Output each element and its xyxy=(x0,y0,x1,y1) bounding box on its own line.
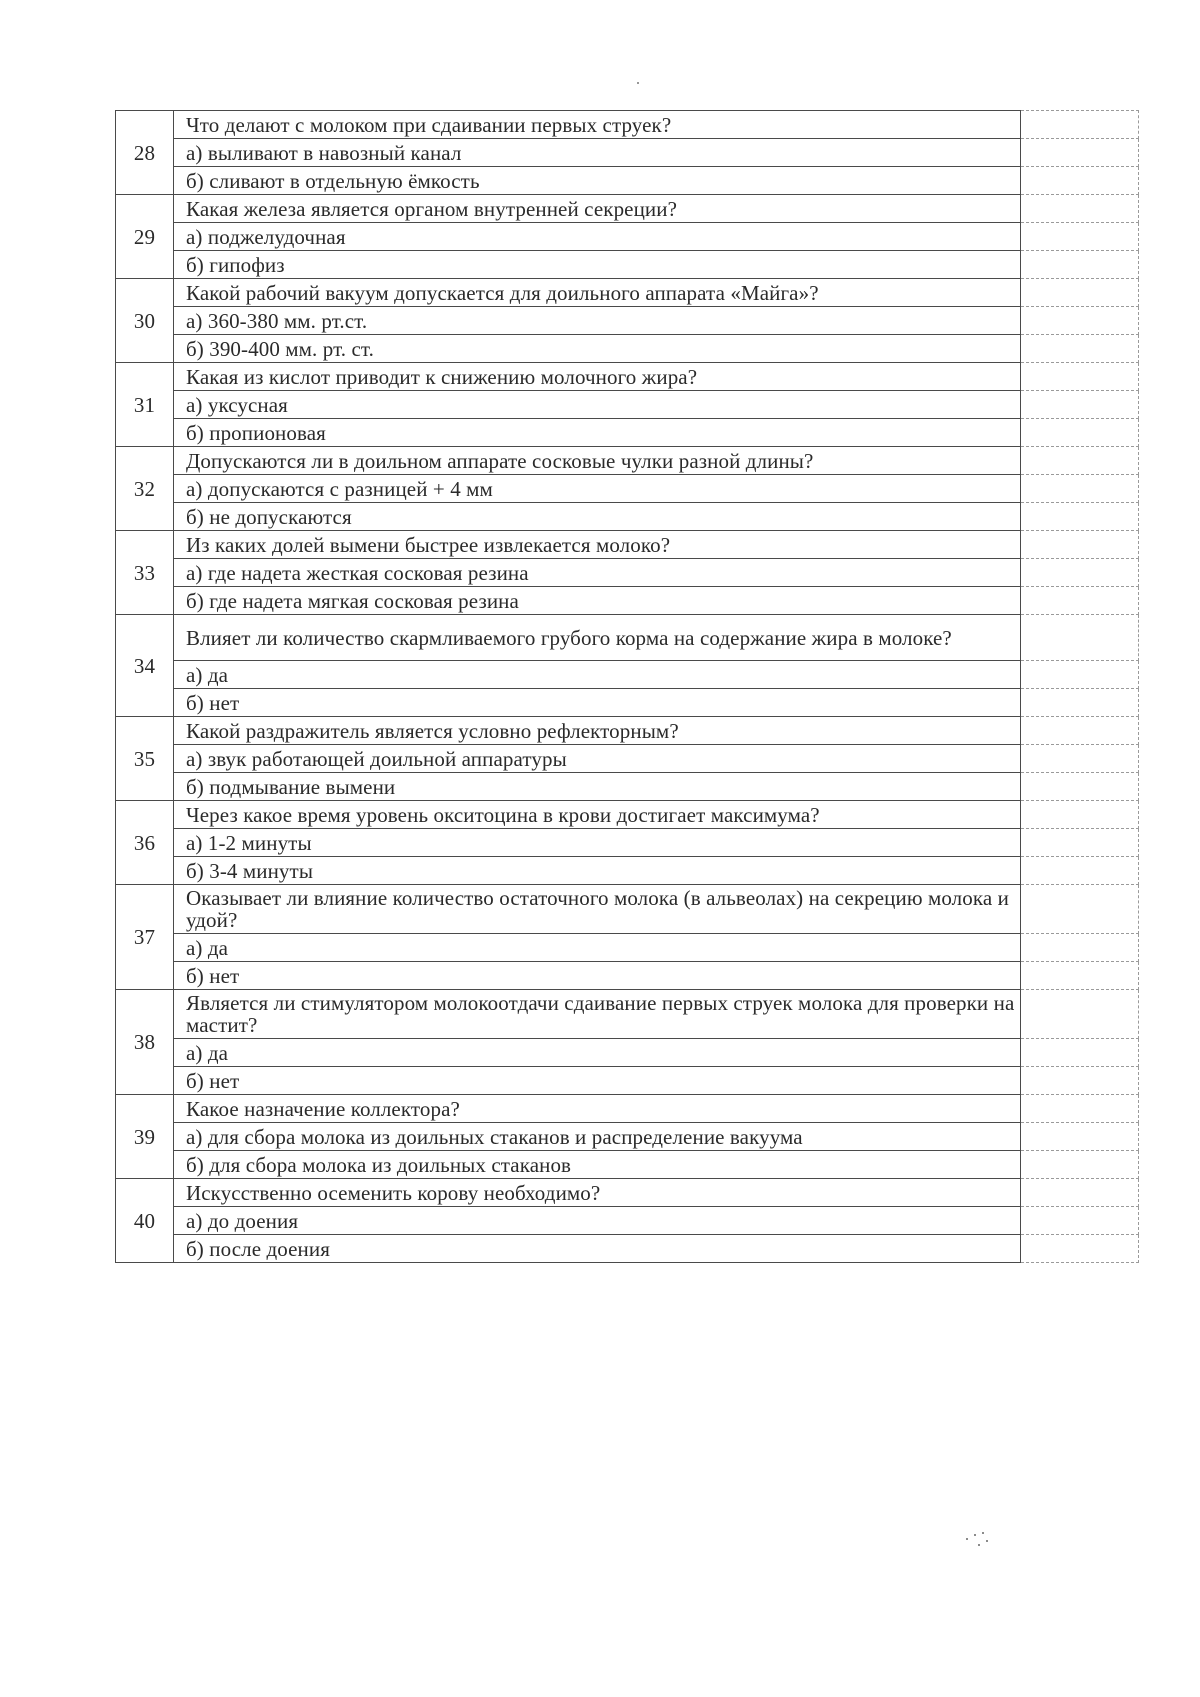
option-row xyxy=(116,587,1139,615)
question-text: Какое назначение коллектора? xyxy=(174,1095,1021,1123)
option-text: б) нет xyxy=(174,962,1021,990)
answer-cell xyxy=(1021,1151,1139,1179)
question-row xyxy=(116,195,1139,223)
answer-cell xyxy=(1021,363,1139,391)
answer-cell xyxy=(1021,857,1139,885)
question-text: Допускаются ли в доильном аппарате сосковые чулки разной длины? xyxy=(174,447,1021,475)
option-text: б) 3-4 минуты xyxy=(174,857,1021,885)
question-number: 37 xyxy=(116,885,174,990)
option-row xyxy=(116,1207,1139,1235)
question-row xyxy=(116,717,1139,745)
answer-cell xyxy=(1021,1067,1139,1095)
answer-cell xyxy=(1021,279,1139,307)
question-row xyxy=(116,615,1139,661)
question-number: 40 xyxy=(116,1179,174,1263)
question-row xyxy=(116,1179,1139,1207)
option-text: б) пропионовая xyxy=(174,419,1021,447)
question-row xyxy=(116,531,1139,559)
option-row xyxy=(116,1067,1139,1095)
question-number: 29 xyxy=(116,195,174,279)
option-text: а) допускаются с разницей + 4 мм xyxy=(174,475,1021,503)
option-row xyxy=(116,475,1139,503)
answer-cell xyxy=(1021,195,1139,223)
question-number: 36 xyxy=(116,801,174,885)
question-number: 32 xyxy=(116,447,174,531)
question-row xyxy=(116,279,1139,307)
option-text: б) гипофиз xyxy=(174,251,1021,279)
question-text: Какой раздражитель является условно рефлекторным? xyxy=(174,717,1021,745)
question-text: Является ли стимулятором молокоотдачи сдаивание первых струек молока для проверки на мастит? xyxy=(174,990,1021,1039)
option-row xyxy=(116,745,1139,773)
answer-cell xyxy=(1021,689,1139,717)
answer-cell xyxy=(1021,167,1139,195)
answer-cell xyxy=(1021,139,1139,167)
option-row xyxy=(116,1235,1139,1263)
answer-cell xyxy=(1021,885,1139,934)
option-text: а) да xyxy=(174,1039,1021,1067)
answer-cell xyxy=(1021,801,1139,829)
question-text: Влияет ли количество скармливаемого грубого корма на содержание жира в молоке? xyxy=(174,615,1021,661)
quiz-table-body xyxy=(116,111,1139,1263)
question-text: Искусственно осеменить корову необходимо? xyxy=(174,1179,1021,1207)
question-number: 38 xyxy=(116,990,174,1095)
question-text: Что делают с молоком при сдаивании первых струек? xyxy=(174,111,1021,139)
option-row xyxy=(116,419,1139,447)
option-text: а) да xyxy=(174,661,1021,689)
question-row xyxy=(116,363,1139,391)
option-text: а) где надета жесткая сосковая резина xyxy=(174,559,1021,587)
option-row xyxy=(116,251,1139,279)
option-row xyxy=(116,223,1139,251)
option-text: а) 1-2 минуты xyxy=(174,829,1021,857)
option-row xyxy=(116,503,1139,531)
option-text: б) где надета мягкая сосковая резина xyxy=(174,587,1021,615)
option-row xyxy=(116,139,1139,167)
option-row xyxy=(116,689,1139,717)
option-text: а) уксусная xyxy=(174,391,1021,419)
question-number: 39 xyxy=(116,1095,174,1179)
answer-cell xyxy=(1021,934,1139,962)
answer-cell xyxy=(1021,419,1139,447)
option-row xyxy=(116,391,1139,419)
option-text: б) не допускаются xyxy=(174,503,1021,531)
option-text: а) да xyxy=(174,934,1021,962)
option-text: б) 390-400 мм. рт. ст. xyxy=(174,335,1021,363)
answer-cell xyxy=(1021,391,1139,419)
option-text: б) нет xyxy=(174,689,1021,717)
question-row xyxy=(116,111,1139,139)
question-text: Какая железа является органом внутренней секреции? xyxy=(174,195,1021,223)
option-row xyxy=(116,1151,1139,1179)
option-text: б) нет xyxy=(174,1067,1021,1095)
option-text: а) звук работающей доильной аппаратуры xyxy=(174,745,1021,773)
answer-cell xyxy=(1021,559,1139,587)
option-row xyxy=(116,962,1139,990)
question-number: 30 xyxy=(116,279,174,363)
answer-cell xyxy=(1021,251,1139,279)
scan-specks xyxy=(964,1530,1004,1560)
answer-cell xyxy=(1021,111,1139,139)
question-row xyxy=(116,1095,1139,1123)
option-text: а) для сбора молока из доильных стаканов и распределение вакуума xyxy=(174,1123,1021,1151)
question-text: Какой рабочий вакуум допускается для доильного аппарата «Майга»? xyxy=(174,279,1021,307)
question-number: 35 xyxy=(116,717,174,801)
answer-cell xyxy=(1021,717,1139,745)
answer-cell xyxy=(1021,962,1139,990)
option-row xyxy=(116,167,1139,195)
option-text: б) после доения xyxy=(174,1235,1021,1263)
option-text: б) подмывание вымени xyxy=(174,773,1021,801)
answer-cell xyxy=(1021,475,1139,503)
answer-cell xyxy=(1021,531,1139,559)
scan-speck xyxy=(637,82,639,84)
option-row xyxy=(116,661,1139,689)
answer-cell xyxy=(1021,1039,1139,1067)
answer-cell xyxy=(1021,587,1139,615)
answer-cell xyxy=(1021,829,1139,857)
answer-cell xyxy=(1021,745,1139,773)
answer-cell xyxy=(1021,615,1139,661)
question-text: Какая из кислот приводит к снижению молочного жира? xyxy=(174,363,1021,391)
question-number: 34 xyxy=(116,615,174,717)
question-text: Через какое время уровень окситоцина в крови достигает максимума? xyxy=(174,801,1021,829)
answer-cell xyxy=(1021,773,1139,801)
answer-cell xyxy=(1021,503,1139,531)
option-row xyxy=(116,773,1139,801)
option-row xyxy=(116,1123,1139,1151)
answer-cell xyxy=(1021,1179,1139,1207)
answer-cell xyxy=(1021,223,1139,251)
answer-cell xyxy=(1021,335,1139,363)
option-row xyxy=(116,934,1139,962)
option-text: а) 360-380 мм. рт.ст. xyxy=(174,307,1021,335)
answer-cell xyxy=(1021,661,1139,689)
option-text: а) до доения xyxy=(174,1207,1021,1235)
option-row xyxy=(116,335,1139,363)
answer-cell xyxy=(1021,447,1139,475)
answer-cell xyxy=(1021,1207,1139,1235)
option-row xyxy=(116,307,1139,335)
option-text: б) для сбора молока из доильных стаканов xyxy=(174,1151,1021,1179)
answer-cell xyxy=(1021,1235,1139,1263)
option-row xyxy=(116,829,1139,857)
question-number: 31 xyxy=(116,363,174,447)
answer-cell xyxy=(1021,1123,1139,1151)
answer-cell xyxy=(1021,990,1139,1039)
question-number: 28 xyxy=(116,111,174,195)
option-text: б) сливают в отдельную ёмкость xyxy=(174,167,1021,195)
option-text: а) поджелудочная xyxy=(174,223,1021,251)
option-text: а) выливают в навозный канал xyxy=(174,139,1021,167)
answer-cell xyxy=(1021,307,1139,335)
answer-cell xyxy=(1021,1095,1139,1123)
option-row xyxy=(116,1039,1139,1067)
question-text: Из каких долей вымени быстрее извлекается молоко? xyxy=(174,531,1021,559)
quiz-table xyxy=(115,110,1139,1263)
question-row xyxy=(116,801,1139,829)
option-row xyxy=(116,559,1139,587)
question-row xyxy=(116,885,1139,934)
question-text: Оказывает ли влияние количество остаточного молока (в альвеолах) на секрецию молока и удой? xyxy=(174,885,1021,934)
question-row xyxy=(116,447,1139,475)
option-row xyxy=(116,857,1139,885)
question-row xyxy=(116,990,1139,1039)
question-number: 33 xyxy=(116,531,174,615)
